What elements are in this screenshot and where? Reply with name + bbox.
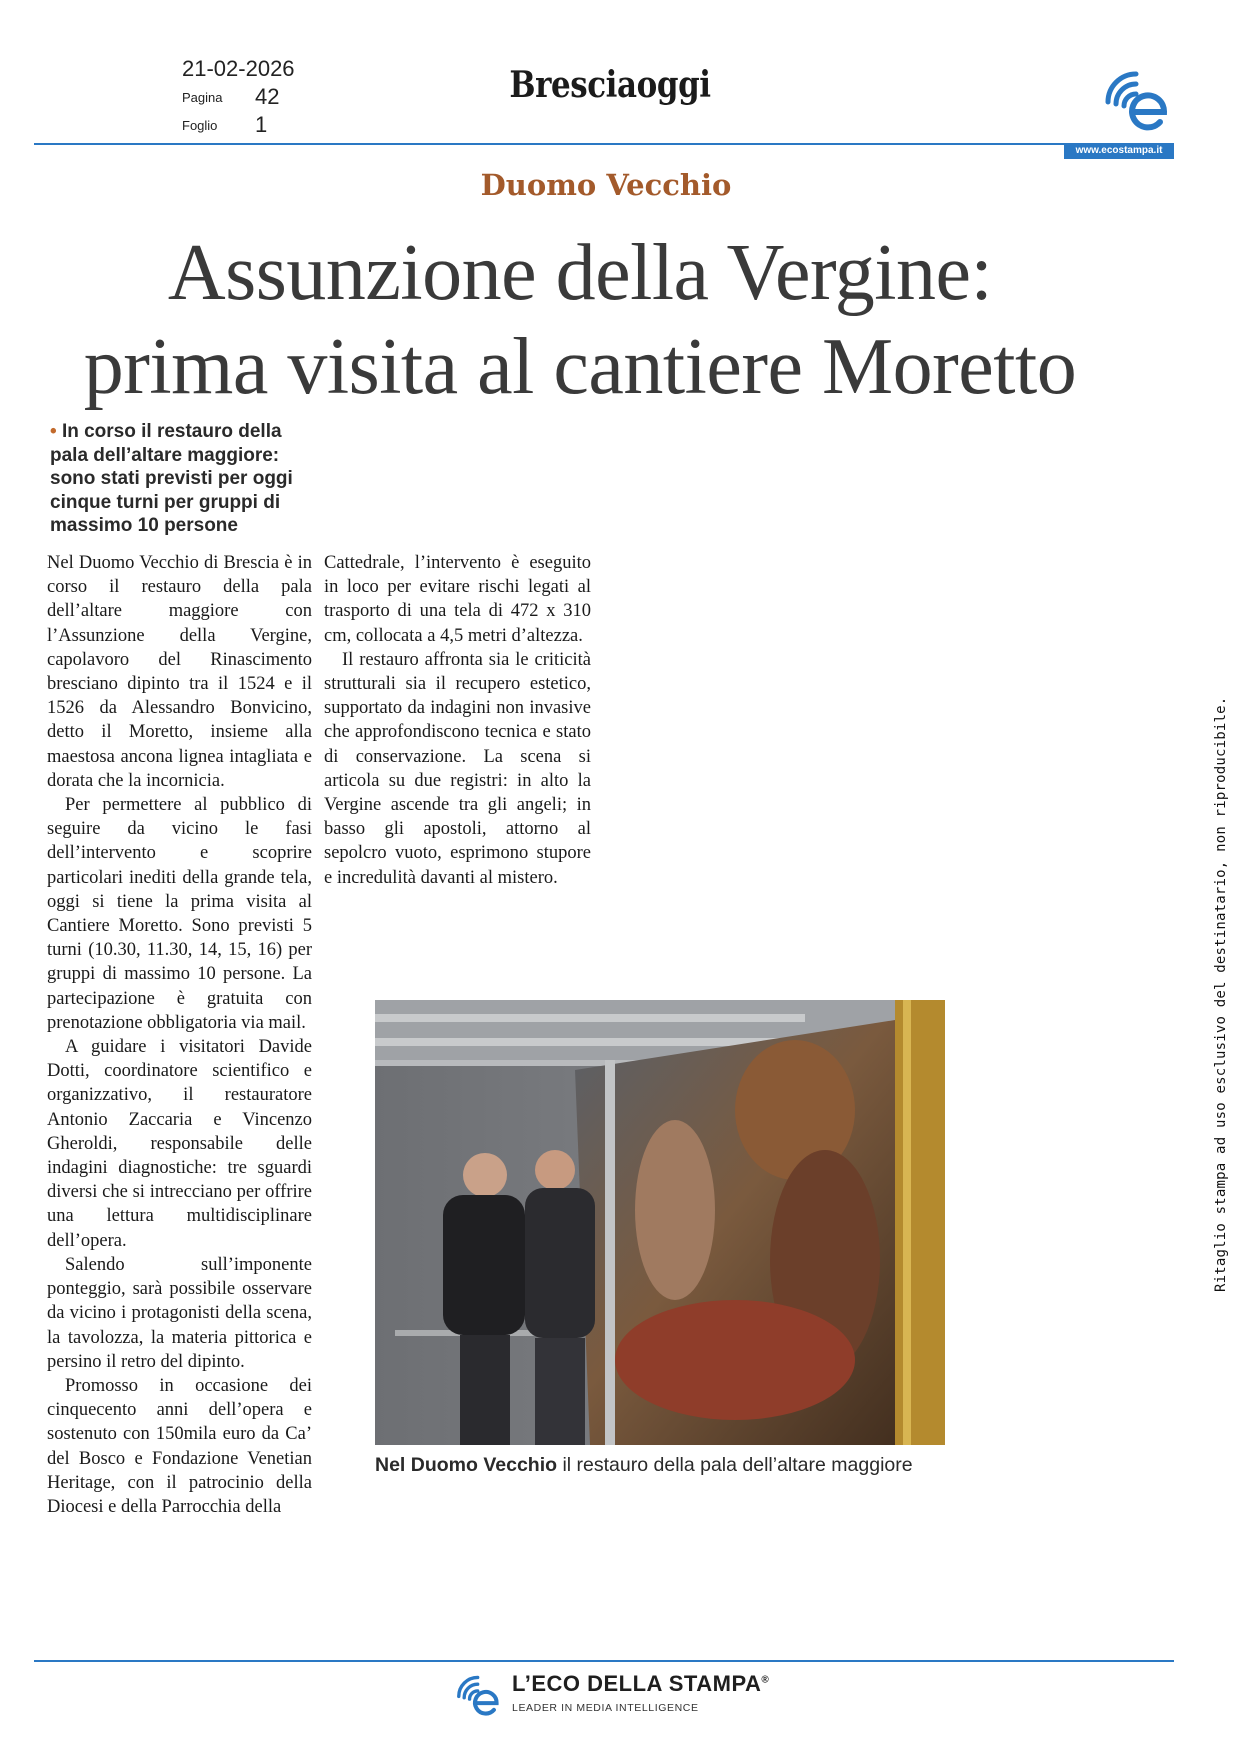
- sheet-label: Foglio: [182, 118, 218, 133]
- paragraph: Promosso in occasione dei cinquecento anni dell’opera e sostenuto con 150mila euro da Ca’ del Bosco e Fondazione Venetian Heritage, con il patrocinio della Diocesi e della Parrocchia della: [47, 1375, 312, 1517]
- ecostampa-logo-icon: [1098, 62, 1172, 132]
- body-column-2: [324, 551, 591, 890]
- page-label: Pagina: [182, 90, 223, 105]
- article-kicker: Duomo Vecchio: [480, 168, 732, 202]
- registered-mark: ®: [761, 1674, 770, 1686]
- photo-caption: [375, 1454, 975, 1477]
- copyright-note: Ritaglio stampa ad uso esclusivo del destinatario, non riproducibile.: [1213, 696, 1229, 1292]
- caption-lead: Nel Duomo Vecchio: [375, 1454, 558, 1476]
- article-summary: [50, 420, 310, 538]
- paragraph: Cattedrale, l’intervento è eseguito in loco per evitare rischi legati al trasporto di una tela di 472 x 310 cm, collocata a 4,5 metri d’altezza.: [324, 553, 591, 646]
- footer-company-name: [512, 1671, 769, 1697]
- headline-line-1: Assunzione della Vergine:: [167, 229, 993, 317]
- paragraph: A guidare i visitatori Davide Dotti, coordinatore scientifico e organizzativo, il restauratore Antonio Zaccaria e Vincenzo Gheroldi, responsabile delle indagini diagnostiche: tre sguardi diversi che si intrecciano per offrire una lettura multidisciplinare dell’opera.: [47, 1037, 312, 1251]
- bullet-icon: •: [50, 421, 62, 442]
- paragraph: Salendo sull’imponente ponteggio, sarà possibile osservare da vicino i protagonisti della scena, la tavolozza, la materia pittorica e persino il retro del dipinto.: [47, 1254, 312, 1372]
- headline-line-2: prima visita al cantiere Moretto: [83, 323, 1077, 411]
- sheet-number: 1: [255, 112, 268, 137]
- source-url: www.ecostampa.it: [1064, 143, 1174, 159]
- header-rule: [34, 143, 1064, 145]
- caption-text: il restauro della pala dell’altare maggiore: [557, 1454, 913, 1476]
- summary-text: In corso il restauro della pala dell’altare maggiore: sono stati previsti per oggi cinque turni per gruppi di massimo 10 persone: [50, 421, 293, 536]
- paragraph: Per permettere al pubblico di seguire da vicino le fasi dell’intervento e scoprire particolari inediti della grande tela, oggi si tiene la prima visita al Cantiere Moretto. Sono previsti 5 turni (10.30, 11.30, 14, 15, 16) per gruppi di massimo 10 persone. La partecipazione è gratuita con prenotazione obbligatoria via mail.: [47, 795, 312, 1033]
- company-name: L’ECO DELLA STAMPA: [512, 1671, 762, 1696]
- footer-rule: [34, 1660, 1174, 1662]
- body-column-1: [47, 551, 312, 1519]
- article-headline: [0, 226, 1160, 414]
- paragraph: Il restauro affronta sia le criticità strutturali sia il recupero estetico, supportato da indagini non invasive che approfondiscono tecnica e stato di conservazione. La scena si articola su due registri: in alto la Vergine ascende tra gli angeli; in basso gli apostoli, attorno al sepolcro vuoto, esprimono stupore e incredulità davanti al mistero.: [324, 649, 591, 888]
- eco-della-stampa-logo-icon: [452, 1668, 502, 1718]
- clipping-date: 21-02-2026: [182, 56, 295, 81]
- page-number: 42: [255, 84, 280, 109]
- newspaper-masthead: Bresciaoggi: [509, 64, 711, 106]
- footer-tagline: LEADER IN MEDIA INTELLIGENCE: [512, 1702, 699, 1714]
- paragraph: Nel Duomo Vecchio di Brescia è in corso il restauro della pala dell’altare maggiore con l’Assunzione della Vergine, capolavoro del Rinascimento bresciano dipinto tra il 1524 e il 1526 da Alessandro Bonvicino, detto il Moretto, insieme alla maestosa ancona lignea intagliata e dorata che la incornicia.: [47, 553, 312, 791]
- restoration-photo: [375, 1000, 945, 1445]
